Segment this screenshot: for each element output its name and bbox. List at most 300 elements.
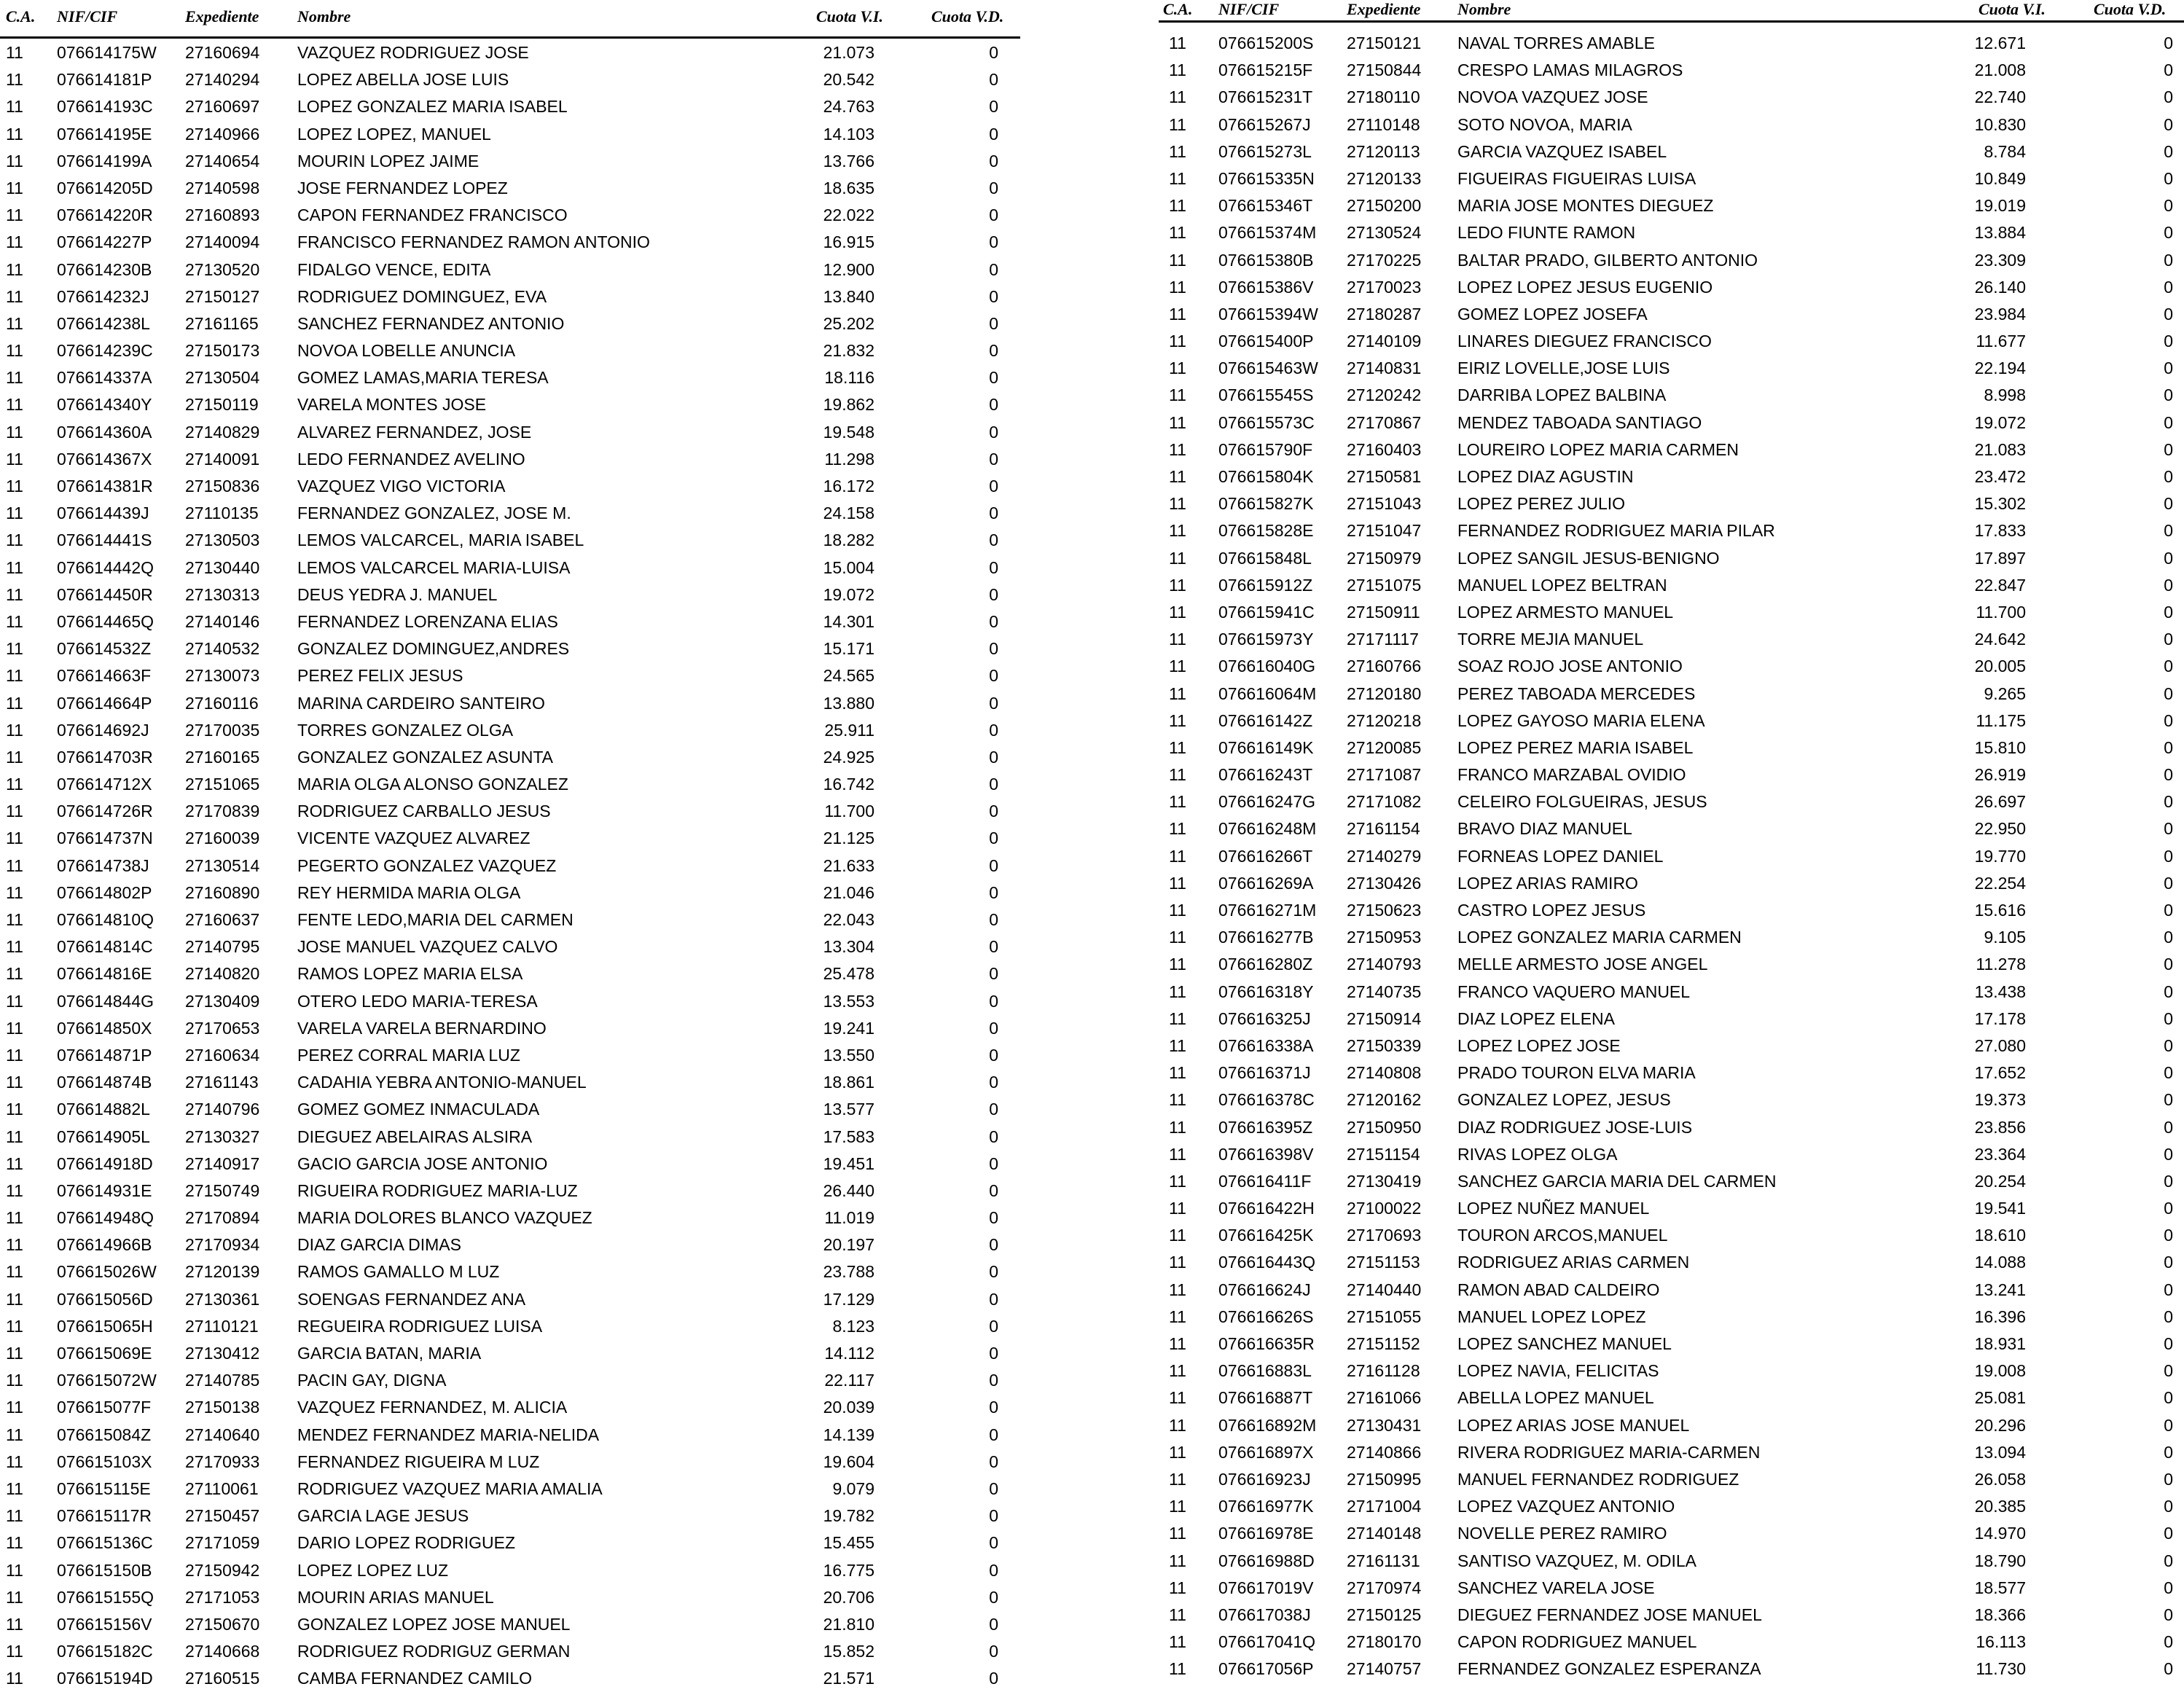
cell-ca: 11 [1169, 1253, 1186, 1272]
cell-ca: 11 [6, 504, 23, 523]
cell-cuota-vd: 0 [2164, 710, 2173, 730]
cell-cuota-vd: 0 [989, 449, 998, 469]
cell-nif: 076615056D [57, 1289, 153, 1309]
cell-nombre: LOPEZ ARMESTO MANUEL [1457, 602, 1674, 622]
table-row [0, 960, 1020, 987]
header-ca: C.A. [1163, 0, 1193, 18]
table-row [1159, 1548, 2184, 1575]
cell-cuota-vd: 0 [2164, 1659, 2173, 1679]
table-row [0, 662, 1020, 689]
cell-cuota-vi: 26.919 [1974, 765, 2026, 785]
cell-ca: 11 [1169, 223, 1186, 243]
cell-nif: 076614381R [57, 477, 153, 496]
cell-expediente: 27130524 [1347, 223, 1422, 243]
table-body [0, 39, 1020, 1692]
table-row [0, 1340, 1020, 1367]
cell-cuota-vi: 24.158 [823, 504, 874, 523]
table-row [1159, 979, 2184, 1006]
cell-cuota-vd: 0 [989, 477, 998, 496]
cell-cuota-vd: 0 [989, 1208, 998, 1228]
cell-expediente: 27180170 [1347, 1632, 1422, 1652]
cell-expediente: 27140109 [1347, 332, 1422, 351]
cell-nombre: MELLE ARMESTO JOSE ANGEL [1457, 955, 1708, 974]
cell-nif: 076614532Z [57, 639, 152, 659]
table-row [1159, 1656, 2184, 1683]
table-row [0, 1124, 1020, 1151]
cell-expediente: 27150844 [1347, 60, 1422, 80]
table-row [1159, 1412, 2184, 1439]
cell-nombre: LEMOS VALCARCEL, MARIA ISABEL [297, 530, 584, 550]
cell-expediente: 27150127 [185, 286, 260, 306]
cell-expediente: 27151152 [1347, 1334, 1420, 1353]
cell-nombre: GOMEZ LOPEZ JOSEFA [1457, 304, 1648, 324]
cell-expediente: 27161128 [1347, 1361, 1420, 1381]
cell-cuota-vd: 0 [2164, 1090, 2173, 1110]
cell-cuota-vd: 0 [2164, 1226, 2173, 1245]
cell-nif: 076615077F [57, 1398, 152, 1417]
cell-cuota-vi: 13.577 [823, 1100, 874, 1119]
cell-nif: 076616378C [1218, 1090, 1315, 1110]
cell-expediente: 27150950 [1347, 1117, 1422, 1137]
table-row [1159, 1575, 2184, 1602]
cell-ca: 11 [6, 910, 23, 929]
cell-expediente: 27150138 [185, 1398, 260, 1417]
cell-ca: 11 [1169, 657, 1186, 676]
cell-cuota-vd: 0 [2164, 1415, 2173, 1435]
header-ca: C.A. [6, 7, 36, 26]
cell-nif: 076615386V [1218, 277, 1314, 297]
cell-expediente: 27140668 [185, 1642, 260, 1661]
cell-cuota-vi: 20.039 [823, 1398, 874, 1417]
cell-cuota-vi: 13.880 [823, 693, 874, 713]
table-row [1159, 1168, 2184, 1195]
cell-nif: 076616040G [1218, 657, 1316, 676]
cell-nombre: PEREZ TABOADA MERCEDES [1457, 684, 1696, 703]
cell-cuota-vd: 0 [989, 964, 998, 984]
cell-ca: 11 [6, 611, 23, 631]
table-row [0, 1530, 1020, 1556]
cell-cuota-vd: 0 [989, 124, 998, 144]
table-row [1159, 1629, 2184, 1656]
cell-cuota-vd: 0 [2164, 168, 2173, 188]
cell-ca: 11 [1169, 928, 1186, 947]
cell-expediente: 27150836 [185, 477, 260, 496]
cell-nombre: FIGUEIRAS FIGUEIRAS LUISA [1457, 168, 1696, 188]
cell-cuota-vd: 0 [2164, 1280, 2173, 1299]
cell-expediente: 27140440 [1347, 1280, 1422, 1299]
cell-ca: 11 [6, 286, 23, 306]
header-nif: NIF/CIF [1218, 0, 1280, 18]
table-row [0, 1096, 1020, 1123]
cell-nombre: SOAZ ROJO JOSE ANTONIO [1457, 657, 1683, 676]
cell-expediente: 27160403 [1347, 439, 1422, 459]
cell-ca: 11 [1169, 34, 1186, 52]
cell-nombre: NOVELLE PEREZ RAMIRO [1457, 1524, 1667, 1543]
table-row [0, 717, 1020, 744]
table-row [1159, 626, 2184, 653]
cell-ca: 11 [6, 1154, 23, 1173]
cell-expediente: 27140654 [185, 151, 260, 171]
cell-cuota-vi: 26.440 [823, 1180, 874, 1200]
cell-nif: 076614738J [57, 855, 149, 875]
cell-nif: 076616269A [1218, 873, 1314, 893]
cell-cuota-vi: 8.784 [1984, 141, 2026, 161]
cell-nombre: TOURON ARCOS,MANUEL [1457, 1226, 1668, 1245]
cell-nif: 076616142Z [1218, 710, 1313, 730]
cell-nombre: DIAZ GARCIA DIMAS [297, 1235, 461, 1255]
cell-cuota-vi: 22.950 [1974, 819, 2026, 839]
cell-ca: 11 [6, 97, 23, 117]
cell-nombre: LOPEZ NAVIA, FELICITAS [1457, 1361, 1659, 1381]
cell-nombre: LOPEZ LOPEZ, MANUEL [297, 124, 491, 144]
cell-nif: 076614918D [57, 1154, 153, 1173]
cell-cuota-vi: 20.197 [823, 1235, 874, 1255]
table-row [0, 337, 1020, 364]
cell-nombre: VICENTE VAZQUEZ ALVAREZ [297, 829, 531, 848]
cell-ca: 11 [1169, 1578, 1186, 1597]
cell-cuota-vi: 21.073 [823, 43, 874, 62]
cell-ca: 11 [6, 1208, 23, 1228]
cell-nombre: MOURIN ARIAS MANUEL [297, 1587, 494, 1607]
cell-cuota-vi: 19.548 [823, 422, 874, 442]
cell-nombre: LOPEZ GONZALEZ MARIA CARMEN [1457, 928, 1742, 947]
cell-cuota-vi: 17.129 [823, 1289, 874, 1309]
cell-nombre: GOMEZ GOMEZ INMACULADA [297, 1100, 540, 1119]
cell-cuota-vi: 8.998 [1984, 385, 2026, 405]
cell-nombre: MANUEL LOPEZ LOPEZ [1457, 1307, 1646, 1326]
table-row [0, 1638, 1020, 1665]
cell-ca: 11 [6, 124, 23, 144]
table-row [1159, 788, 2184, 815]
cell-ca: 11 [1169, 548, 1186, 568]
cell-nombre: LOPEZ PEREZ JULIO [1457, 494, 1626, 514]
cell-nif: 076615848L [1218, 548, 1312, 568]
cell-nif: 076616277B [1218, 928, 1314, 947]
cell-ca: 11 [1169, 1035, 1186, 1055]
cell-nombre: RODRIGUEZ RODRIGUZ GERMAN [297, 1642, 571, 1661]
cell-cuota-vd: 0 [989, 1154, 998, 1173]
cell-nif: 076614663F [57, 666, 152, 686]
table-row [0, 1611, 1020, 1638]
table-header [1159, 0, 2184, 32]
cell-expediente: 27171059 [185, 1533, 260, 1553]
table-row [1159, 843, 2184, 870]
cell-nif: 076615394W [1218, 304, 1318, 324]
table-row [1159, 951, 2184, 978]
cell-nif: 076615828E [1218, 521, 1314, 541]
table-row [1159, 30, 2184, 57]
cell-cuota-vi: 20.385 [1974, 1497, 2026, 1516]
cell-expediente: 27151043 [1347, 494, 1422, 514]
left-table [0, 0, 1020, 1688]
cell-nif: 076616064M [1218, 684, 1317, 703]
table-row [1159, 1520, 2184, 1547]
cell-expediente: 27130073 [185, 666, 260, 686]
table-row [0, 771, 1020, 798]
cell-nif: 076615065H [57, 1316, 153, 1336]
cell-cuota-vd: 0 [2164, 412, 2173, 432]
table-row [1159, 1439, 2184, 1466]
cell-ca: 11 [6, 1425, 23, 1444]
cell-ca: 11 [6, 1669, 23, 1688]
cell-ca: 11 [6, 341, 23, 361]
cell-nif: 076616248M [1218, 819, 1317, 839]
cell-cuota-vi: 22.254 [1974, 873, 2026, 893]
cell-nif: 076615072W [57, 1371, 157, 1390]
cell-ca: 11 [1169, 901, 1186, 920]
header-cuota-vd: Cuota V.D. [2094, 0, 2167, 18]
cell-nif: 076615827K [1218, 494, 1314, 514]
cell-nif: 076614450R [57, 584, 153, 604]
cell-cuota-vd: 0 [989, 178, 998, 197]
table-row [0, 1258, 1020, 1285]
cell-cuota-vi: 22.022 [823, 205, 874, 225]
cell-cuota-vi: 18.861 [823, 1073, 874, 1092]
table-row [0, 1367, 1020, 1394]
table-row [1159, 165, 2184, 192]
cell-cuota-vd: 0 [2164, 304, 2173, 324]
cell-expediente: 27150749 [185, 1180, 260, 1200]
cell-nombre: REGUEIRA RODRIGUEZ LUISA [297, 1316, 543, 1336]
cell-ca: 11 [1169, 1063, 1186, 1083]
cell-nombre: REY HERMIDA MARIA OLGA [297, 882, 521, 902]
cell-ca: 11 [6, 693, 23, 713]
table-row [1159, 653, 2184, 680]
cell-ca: 11 [6, 775, 23, 794]
cell-expediente: 27150339 [1347, 1035, 1422, 1055]
table-header [0, 0, 1020, 32]
table-row [1159, 219, 2184, 246]
cell-cuota-vi: 13.884 [1974, 223, 2026, 243]
table-row [1159, 247, 2184, 274]
cell-cuota-vi: 11.677 [1976, 332, 2026, 351]
cell-cuota-vd: 0 [2164, 955, 2173, 974]
cell-cuota-vd: 0 [989, 259, 998, 279]
cell-nombre: GARCIA BATAN, MARIA [297, 1344, 482, 1363]
cell-cuota-vi: 11.700 [824, 802, 874, 821]
cell-ca: 11 [6, 1398, 23, 1417]
table-row [1159, 1060, 2184, 1086]
cell-ca: 11 [1169, 1388, 1186, 1408]
cell-cuota-vd: 0 [989, 639, 998, 659]
table-row [0, 1286, 1020, 1313]
cell-ca: 11 [1169, 873, 1186, 893]
cell-cuota-vi: 19.008 [1974, 1361, 2026, 1381]
cell-nombre: MOURIN LOPEZ JAIME [297, 151, 480, 171]
cell-nif: 076614737N [57, 829, 153, 848]
cell-cuota-vd: 0 [2164, 250, 2173, 270]
cell-cuota-vi: 9.265 [1984, 684, 2026, 703]
cell-cuota-vi: 11.175 [1976, 710, 2026, 730]
table-row [0, 555, 1020, 581]
cell-cuota-vd: 0 [2164, 873, 2173, 893]
cell-ca: 11 [1169, 412, 1186, 432]
cell-nombre: TORRE MEJIA MANUEL [1457, 630, 1644, 649]
cell-cuota-vi: 25.081 [1974, 1388, 2026, 1408]
cell-nif: 076615182C [57, 1642, 153, 1661]
cell-cuota-vi: 19.782 [823, 1506, 874, 1526]
cell-nif: 076614726R [57, 802, 153, 821]
cell-cuota-vd: 0 [2164, 1307, 2173, 1326]
cell-ca: 11 [1169, 332, 1186, 351]
cell-expediente: 27140793 [1347, 955, 1422, 974]
cell-expediente: 27120113 [1347, 141, 1420, 161]
cell-cuota-vi: 19.604 [823, 1452, 874, 1471]
cell-expediente: 27150457 [185, 1506, 260, 1526]
cell-nombre: GONZALEZ LOPEZ JOSE MANUEL [297, 1614, 571, 1634]
cell-cuota-vi: 9.079 [832, 1478, 874, 1498]
cell-nombre: MENDEZ FERNANDEZ MARIA-NELIDA [297, 1425, 600, 1444]
cell-nif: 076616149K [1218, 737, 1314, 757]
cell-nif: 076614239C [57, 341, 153, 361]
cell-ca: 11 [1169, 575, 1186, 595]
cell-cuota-vi: 11.019 [824, 1208, 874, 1228]
cell-nombre: BALTAR PRADO, GILBERTO ANTONIO [1457, 250, 1758, 270]
cell-cuota-vd: 0 [2164, 737, 2173, 757]
cell-expediente: 27150581 [1347, 467, 1422, 486]
cell-nif: 076615346T [1218, 196, 1313, 216]
cell-cuota-vi: 16.742 [823, 775, 874, 794]
cell-ca: 11 [6, 557, 23, 577]
cell-cuota-vd: 0 [989, 70, 998, 90]
cell-ca: 11 [1169, 60, 1186, 80]
header-nombre: Nombre [297, 7, 351, 26]
cell-nif: 076615103X [57, 1452, 152, 1471]
cell-nif: 076614966B [57, 1235, 152, 1255]
cell-nif: 076615335N [1218, 168, 1315, 188]
cell-cuota-vd: 0 [2164, 548, 2173, 568]
cell-nif: 076614205D [57, 178, 153, 197]
cell-cuota-vd: 0 [2164, 332, 2173, 351]
cell-cuota-vi: 14.970 [1974, 1524, 2026, 1543]
cell-cuota-vd: 0 [989, 1262, 998, 1282]
table-row [1159, 924, 2184, 951]
cell-cuota-vd: 0 [2164, 630, 2173, 649]
cell-nombre: LOUREIRO LOPEZ MARIA CARMEN [1457, 439, 1739, 459]
cell-cuota-vi: 15.616 [1974, 901, 2026, 920]
cell-nif: 076616398V [1218, 1144, 1314, 1164]
cell-cuota-vi: 21.832 [823, 341, 874, 361]
cell-nombre: LOPEZ LOPEZ JESUS EUGENIO [1457, 277, 1713, 297]
table-row [0, 229, 1020, 256]
cell-cuota-vi: 14.301 [823, 611, 874, 631]
table-row [0, 310, 1020, 337]
cell-nombre: RODRIGUEZ CARBALLO JESUS [297, 802, 551, 821]
cell-nif: 076615545S [1218, 385, 1314, 405]
cell-ca: 11 [1169, 494, 1186, 514]
cell-expediente: 27120133 [1347, 168, 1422, 188]
table-row [1159, 1141, 2184, 1168]
cell-ca: 11 [6, 232, 23, 252]
cell-ca: 11 [1169, 141, 1186, 161]
cell-nombre: RIVERA RODRIGUEZ MARIA-CARMEN [1457, 1442, 1761, 1462]
cell-cuota-vd: 0 [2164, 223, 2173, 243]
cell-nif: 076616883L [1218, 1361, 1312, 1381]
cell-nif: 076614232J [57, 286, 149, 306]
cell-nif: 076617056P [1218, 1659, 1314, 1679]
cell-cuota-vd: 0 [2164, 1524, 2173, 1543]
cell-nif: 076615273L [1218, 141, 1312, 161]
cell-cuota-vi: 18.366 [1974, 1605, 2026, 1624]
cell-cuota-vd: 0 [989, 855, 998, 875]
cell-nif: 076615215F [1218, 60, 1313, 80]
cell-ca: 11 [1169, 1469, 1186, 1489]
cell-nif: 076614931E [57, 1180, 152, 1200]
cell-nif: 076616338A [1218, 1035, 1314, 1055]
table-row [1159, 138, 2184, 165]
cell-nombre: DEUS YEDRA J. MANUEL [297, 584, 498, 604]
cell-ca: 11 [1169, 1632, 1186, 1652]
cell-expediente: 27130514 [185, 855, 260, 875]
cell-ca: 11 [1169, 304, 1186, 324]
cell-cuota-vi: 23.788 [823, 1262, 874, 1282]
cell-cuota-vd: 0 [2164, 1117, 2173, 1137]
cell-expediente: 27150119 [185, 395, 259, 415]
cell-cuota-vd: 0 [989, 1180, 998, 1200]
cell-cuota-vi: 24.763 [823, 97, 874, 117]
cell-cuota-vd: 0 [989, 882, 998, 902]
cell-nif: 076616977K [1218, 1497, 1314, 1516]
cell-ca: 11 [1169, 385, 1186, 405]
cell-nif: 076615374M [1218, 223, 1317, 243]
cell-nif: 076616978E [1218, 1524, 1314, 1543]
cell-nombre: FORNEAS LOPEZ DANIEL [1457, 846, 1664, 866]
cell-cuota-vi: 19.241 [823, 1018, 874, 1038]
table-row [1159, 517, 2184, 544]
cell-expediente: 27161143 [185, 1073, 259, 1092]
cell-nombre: RIGUEIRA RODRIGUEZ MARIA-LUZ [297, 1180, 578, 1200]
cell-nif: 076614871P [57, 1045, 152, 1065]
header-expediente: Expediente [1347, 0, 1421, 18]
cell-expediente: 27160637 [185, 910, 260, 929]
cell-expediente: 27170894 [185, 1208, 260, 1228]
cell-cuota-vi: 10.849 [1974, 168, 2026, 188]
cell-nif: 076616887T [1218, 1388, 1313, 1408]
cell-nombre: CRESPO LAMAS MILAGROS [1457, 60, 1683, 80]
cell-cuota-vi: 19.451 [823, 1154, 874, 1173]
cell-ca: 11 [6, 720, 23, 740]
cell-cuota-vd: 0 [989, 286, 998, 306]
cell-cuota-vi: 15.171 [823, 639, 874, 659]
cell-ca: 11 [6, 584, 23, 604]
cell-nombre: PEREZ FELIX JESUS [297, 666, 463, 686]
cell-expediente: 27110121 [185, 1316, 259, 1336]
cell-expediente: 27171053 [185, 1587, 260, 1607]
cell-cuota-vi: 13.550 [823, 1045, 874, 1065]
cell-cuota-vd: 0 [2164, 982, 2173, 1001]
cell-cuota-vi: 26.140 [1974, 277, 2026, 297]
cell-nif: 076614439J [57, 504, 149, 523]
cell-ca: 11 [1169, 630, 1186, 649]
cell-nombre: DARIO LOPEZ RODRIGUEZ [297, 1533, 516, 1553]
cell-cuota-vd: 0 [2164, 792, 2173, 812]
cell-expediente: 27110061 [185, 1478, 259, 1498]
cell-nombre: SANCHEZ VARELA JOSE [1457, 1578, 1655, 1597]
cell-cuota-vd: 0 [2164, 846, 2173, 866]
cell-cuota-vd: 0 [2164, 1253, 2173, 1272]
cell-nombre: LOPEZ ABELLA JOSE LUIS [297, 70, 509, 90]
cell-cuota-vi: 18.610 [1974, 1226, 2026, 1245]
cell-nif: 076614337A [57, 368, 152, 388]
cell-cuota-vi: 8.123 [832, 1316, 874, 1336]
cell-ca: 11 [1169, 792, 1186, 812]
cell-nif: 076616635R [1218, 1334, 1315, 1353]
cell-ca: 11 [6, 205, 23, 225]
table-row [1159, 436, 2184, 463]
cell-cuota-vi: 22.117 [824, 1371, 874, 1390]
cell-nif: 076614664P [57, 693, 152, 713]
cell-cuota-vi: 14.112 [824, 1344, 874, 1363]
